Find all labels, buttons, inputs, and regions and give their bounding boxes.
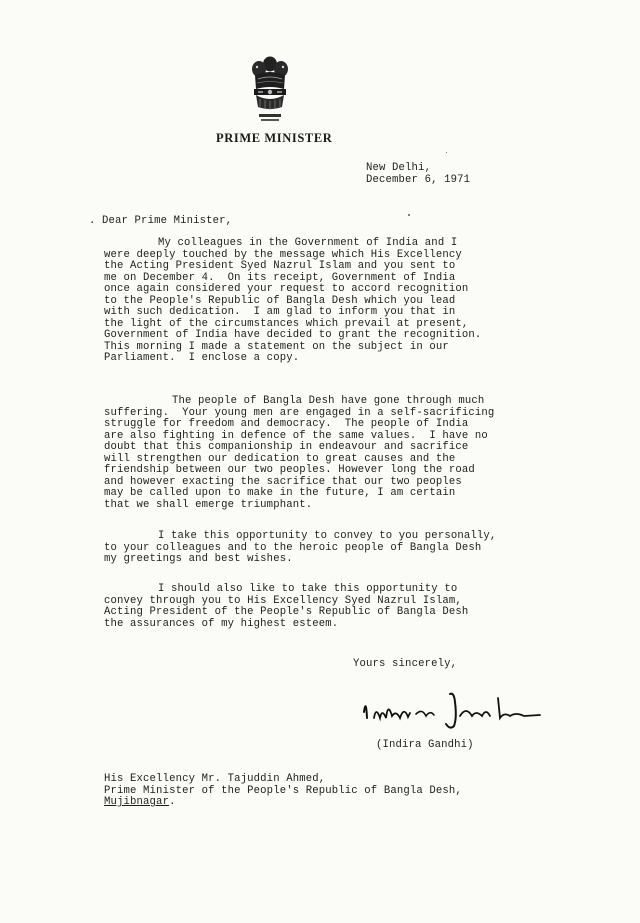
handwritten-signature <box>358 688 548 730</box>
paragraph-line: the assurances of my highest esteem. <box>104 617 339 630</box>
place-date <box>366 163 470 186</box>
addressee-city-suffix: . <box>169 796 176 809</box>
signer-name: (Indira Gandhi) <box>376 739 474 751</box>
body-paragraph-3 <box>104 531 574 566</box>
paragraph-line: My colleagues in the Government of India and I <box>158 237 458 249</box>
paragraph-line: with such dedication. I am glad to inform you that in <box>104 306 456 319</box>
paragraph-line: doubt that this companionship in endeavour and sacrifice <box>104 441 469 454</box>
paragraph-line: to the People's Republic of Bangla Desh which you lead <box>104 294 456 307</box>
paragraph-line: Government of India have decided to grant the recognition. <box>104 329 482 342</box>
paragraph-line: the Acting President Syed Nazrul Islam and you sent to <box>104 260 456 273</box>
paper-speck <box>408 214 410 216</box>
paragraph-line: struggle for freedom and democracy. The people of India <box>104 418 469 431</box>
addressee-line <box>104 797 462 809</box>
paragraph-line: the light of the circumstances which prevail at present, <box>104 317 469 330</box>
body-paragraph-1 <box>104 238 574 365</box>
body-paragraph-4 <box>104 584 574 630</box>
paragraph-line: Parliament. I enclose a copy. <box>104 352 300 365</box>
paragraph-line: I should also like to take this opportunity to <box>158 583 458 595</box>
closing-text: Yours sincerely, <box>353 658 458 670</box>
paragraph-line: may be called upon to make in the future, I am certain <box>104 487 456 500</box>
addressee-line: Prime Minister of the People's Republic of Bangla Desh, <box>104 784 462 797</box>
paragraph-line: my greetings and best wishes. <box>104 553 293 566</box>
paragraph-line: to your colleagues and to the heroic people of Bangla Desh <box>104 541 482 554</box>
paragraph-line: friendship between our two peoples. However long the road <box>104 464 475 477</box>
salutation: . Dear Prime Minister, <box>89 215 233 227</box>
lion-capital-emblem-icon <box>247 55 293 127</box>
paragraph-line: This morning I made a statement on the subject in our <box>104 340 449 353</box>
place-text: New Delhi, <box>366 162 432 174</box>
paragraph-line: suffering. Your young men are engaged in a self-sacrificing <box>104 406 495 419</box>
paragraph-line: The people of Bangla Desh have gone through much <box>172 395 485 407</box>
paragraph-line: me on December 4. On its receipt, Government of India <box>104 271 456 284</box>
addressee-block <box>104 774 462 809</box>
addressee-line: His Excellency Mr. Tajuddin Ahmed, <box>104 773 326 785</box>
body-paragraph-2 <box>104 396 574 511</box>
paragraph-line: Acting President of the People's Republic of Bangla Desh <box>104 606 469 619</box>
paragraph-line: will strengthen our dedication to great causes and the <box>104 452 456 465</box>
date-text: December 6, 1971 <box>366 173 471 186</box>
paragraph-line: and however exacting the sacrifice that our two peoples <box>104 475 462 488</box>
paper-speck <box>446 152 447 153</box>
addressee-city: Mujibnagar <box>104 796 170 809</box>
letterhead-title: PRIME MINISTER <box>216 131 333 145</box>
paragraph-line: once again considered your request to accord recognition <box>104 283 469 296</box>
paragraph-line: that we shall emerge triumphant. <box>104 498 313 511</box>
paragraph-line: were deeply touched by the message which His Excellency <box>104 248 462 261</box>
paragraph-line: convey through you to His Excellency Syed Nazrul Islam, <box>104 594 462 607</box>
paragraph-line: I take this opportunity to convey to you personally, <box>158 530 497 542</box>
paragraph-line: are also fighting in defence of the same values. I have no <box>104 429 488 442</box>
